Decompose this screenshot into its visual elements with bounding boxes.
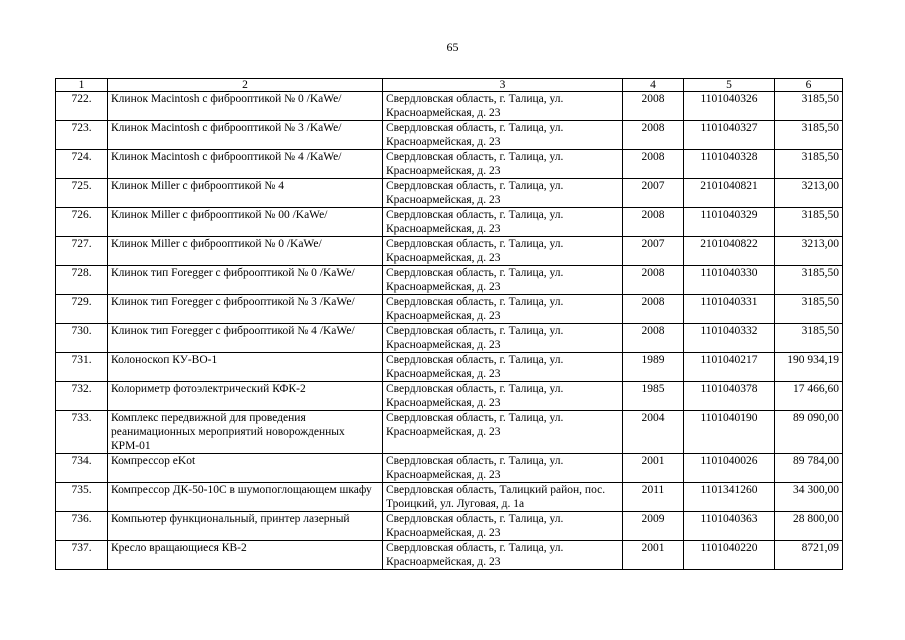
page-number: 65 — [446, 40, 459, 54]
item-year: 2011 — [623, 483, 684, 512]
item-year: 2001 — [623, 541, 684, 570]
item-cost: 190 934,19 — [775, 353, 843, 382]
row-number: 729. — [56, 295, 108, 324]
item-name: Колоноскоп КУ-ВО-1 — [108, 353, 383, 382]
inventory-number: 1101040328 — [684, 150, 775, 179]
item-address: Свердловская область, г. Талица, ул. Красноармейская, д. 23 — [383, 324, 623, 353]
item-name: Компрессор eKot — [108, 454, 383, 483]
item-cost: 3185,50 — [775, 208, 843, 237]
table-body — [56, 92, 843, 570]
item-year: 2007 — [623, 179, 684, 208]
item-name: Клинок Macintosh с фиброоптикой № 3 /KaWe/ — [108, 121, 383, 150]
item-year: 2007 — [623, 237, 684, 266]
header-col-3: 3 — [383, 79, 623, 92]
header-col-1: 1 — [56, 79, 108, 92]
header-col-5: 5 — [684, 79, 775, 92]
inventory-number: 1101040220 — [684, 541, 775, 570]
item-name: Клинок тип Foregger с фиброоптикой № 0 /KaWe/ — [108, 266, 383, 295]
item-cost: 89 784,00 — [775, 454, 843, 483]
item-address: Свердловская область, г. Талица, ул. Красноармейская, д. 23 — [383, 353, 623, 382]
item-name: Кресло вращающиеся КВ-2 — [108, 541, 383, 570]
row-number: 723. — [56, 121, 108, 150]
item-name: Клинок тип Foregger с фиброоптикой № 4 /KaWe/ — [108, 324, 383, 353]
item-cost: 3213,00 — [775, 179, 843, 208]
item-address: Свердловская область, г. Талица, ул. Красноармейская, д. 23 — [383, 179, 623, 208]
item-address: Свердловская область, г. Талица, ул. Красноармейская, д. 23 — [383, 454, 623, 483]
header-col-2: 2 — [108, 79, 383, 92]
item-name: Клинок Macintosh с фиброоптикой № 0 /KaWe/ — [108, 92, 383, 121]
item-year: 2008 — [623, 150, 684, 179]
table-row — [56, 266, 843, 295]
item-address: Свердловская область, г. Талица, ул. Красноармейская, д. 23 — [383, 541, 623, 570]
inventory-number: 1101040329 — [684, 208, 775, 237]
inventory-number: 1101040190 — [684, 411, 775, 454]
header-row — [56, 79, 843, 92]
table-row — [56, 324, 843, 353]
item-address: Свердловская область, г. Талица, ул. Красноармейская, д. 23 — [383, 411, 623, 454]
table-row — [56, 121, 843, 150]
item-year: 1989 — [623, 353, 684, 382]
item-year: 2008 — [623, 121, 684, 150]
item-name: Компьютер функциональный, принтер лазерный — [108, 512, 383, 541]
item-year: 1985 — [623, 382, 684, 411]
row-number: 728. — [56, 266, 108, 295]
header-col-4: 4 — [623, 79, 684, 92]
item-year: 2001 — [623, 454, 684, 483]
item-year: 2008 — [623, 295, 684, 324]
table-row — [56, 454, 843, 483]
item-cost: 3185,50 — [775, 266, 843, 295]
item-cost: 89 090,00 — [775, 411, 843, 454]
item-address: Свердловская область, г. Талица, ул. Красноармейская, д. 23 — [383, 382, 623, 411]
item-cost: 3185,50 — [775, 150, 843, 179]
table-row — [56, 150, 843, 179]
inventory-number: 1101040326 — [684, 92, 775, 121]
row-number: 727. — [56, 237, 108, 266]
item-name: Комплекс передвижной для проведения реанимационных мероприятий новорожденных КРМ-01 — [108, 411, 383, 454]
table-row — [56, 237, 843, 266]
row-number: 737. — [56, 541, 108, 570]
inventory-number: 1101040378 — [684, 382, 775, 411]
row-number: 724. — [56, 150, 108, 179]
item-name: Компрессор ДК-50-10С в шумопоглощающем шкафу — [108, 483, 383, 512]
item-year: 2008 — [623, 208, 684, 237]
item-cost: 3185,50 — [775, 295, 843, 324]
item-address: Свердловская область, г. Талица, ул. Красноармейская, д. 23 — [383, 266, 623, 295]
row-number: 731. — [56, 353, 108, 382]
row-number: 730. — [56, 324, 108, 353]
item-name: Клинок тип Foregger с фиброоптикой № 3 /KaWe/ — [108, 295, 383, 324]
item-address: Свердловская область, Талицкий район, пос. Троицкий, ул. Луговая, д. 1а — [383, 483, 623, 512]
table-row — [56, 541, 843, 570]
item-address: Свердловская область, г. Талица, ул. Красноармейская, д. 23 — [383, 512, 623, 541]
item-cost: 3185,50 — [775, 324, 843, 353]
item-cost: 3213,00 — [775, 237, 843, 266]
table-row — [56, 208, 843, 237]
row-number: 722. — [56, 92, 108, 121]
item-address: Свердловская область, г. Талица, ул. Красноармейская, д. 23 — [383, 208, 623, 237]
row-number: 732. — [56, 382, 108, 411]
table-row — [56, 512, 843, 541]
item-address: Свердловская область, г. Талица, ул. Красноармейская, д. 23 — [383, 92, 623, 121]
inventory-number: 1101040330 — [684, 266, 775, 295]
row-number: 733. — [56, 411, 108, 454]
row-number: 725. — [56, 179, 108, 208]
row-number: 726. — [56, 208, 108, 237]
item-cost: 28 800,00 — [775, 512, 843, 541]
item-name: Клинок Miller с фиброоптикой № 00 /KaWe/ — [108, 208, 383, 237]
item-year: 2008 — [623, 266, 684, 295]
inventory-number: 2101040821 — [684, 179, 775, 208]
item-name: Клинок Miller с фиброоптикой № 4 — [108, 179, 383, 208]
item-year: 2004 — [623, 411, 684, 454]
item-name: Клинок Miller с фиброоптикой № 0 /KaWe/ — [108, 237, 383, 266]
header-col-6: 6 — [775, 79, 843, 92]
table-header — [56, 79, 843, 92]
item-cost: 3185,50 — [775, 121, 843, 150]
item-cost: 8721,09 — [775, 541, 843, 570]
item-cost: 34 300,00 — [775, 483, 843, 512]
inventory-number: 2101040822 — [684, 237, 775, 266]
item-name: Колориметр фотоэлектрический КФК-2 — [108, 382, 383, 411]
item-year: 2008 — [623, 92, 684, 121]
asset-register-table — [55, 78, 843, 570]
item-address: Свердловская область, г. Талица, ул. Красноармейская, д. 23 — [383, 237, 623, 266]
table-row — [56, 179, 843, 208]
item-address: Свердловская область, г. Талица, ул. Красноармейская, д. 23 — [383, 150, 623, 179]
table-row — [56, 92, 843, 121]
inventory-number: 1101040217 — [684, 353, 775, 382]
item-year: 2008 — [623, 324, 684, 353]
item-address: Свердловская область, г. Талица, ул. Красноармейская, д. 23 — [383, 295, 623, 324]
row-number: 736. — [56, 512, 108, 541]
row-number: 734. — [56, 454, 108, 483]
table-row — [56, 382, 843, 411]
inventory-number: 1101040026 — [684, 454, 775, 483]
item-cost: 3185,50 — [775, 92, 843, 121]
table-row — [56, 295, 843, 324]
row-number: 735. — [56, 483, 108, 512]
table-row — [56, 483, 843, 512]
inventory-number: 1101341260 — [684, 483, 775, 512]
item-year: 2009 — [623, 512, 684, 541]
table-row — [56, 353, 843, 382]
item-address: Свердловская область, г. Талица, ул. Красноармейская, д. 23 — [383, 121, 623, 150]
inventory-number: 1101040327 — [684, 121, 775, 150]
inventory-number: 1101040363 — [684, 512, 775, 541]
inventory-number: 1101040331 — [684, 295, 775, 324]
item-name: Клинок Macintosh с фиброоптикой № 4 /KaWe/ — [108, 150, 383, 179]
item-cost: 17 466,60 — [775, 382, 843, 411]
table-row — [56, 411, 843, 454]
inventory-number: 1101040332 — [684, 324, 775, 353]
